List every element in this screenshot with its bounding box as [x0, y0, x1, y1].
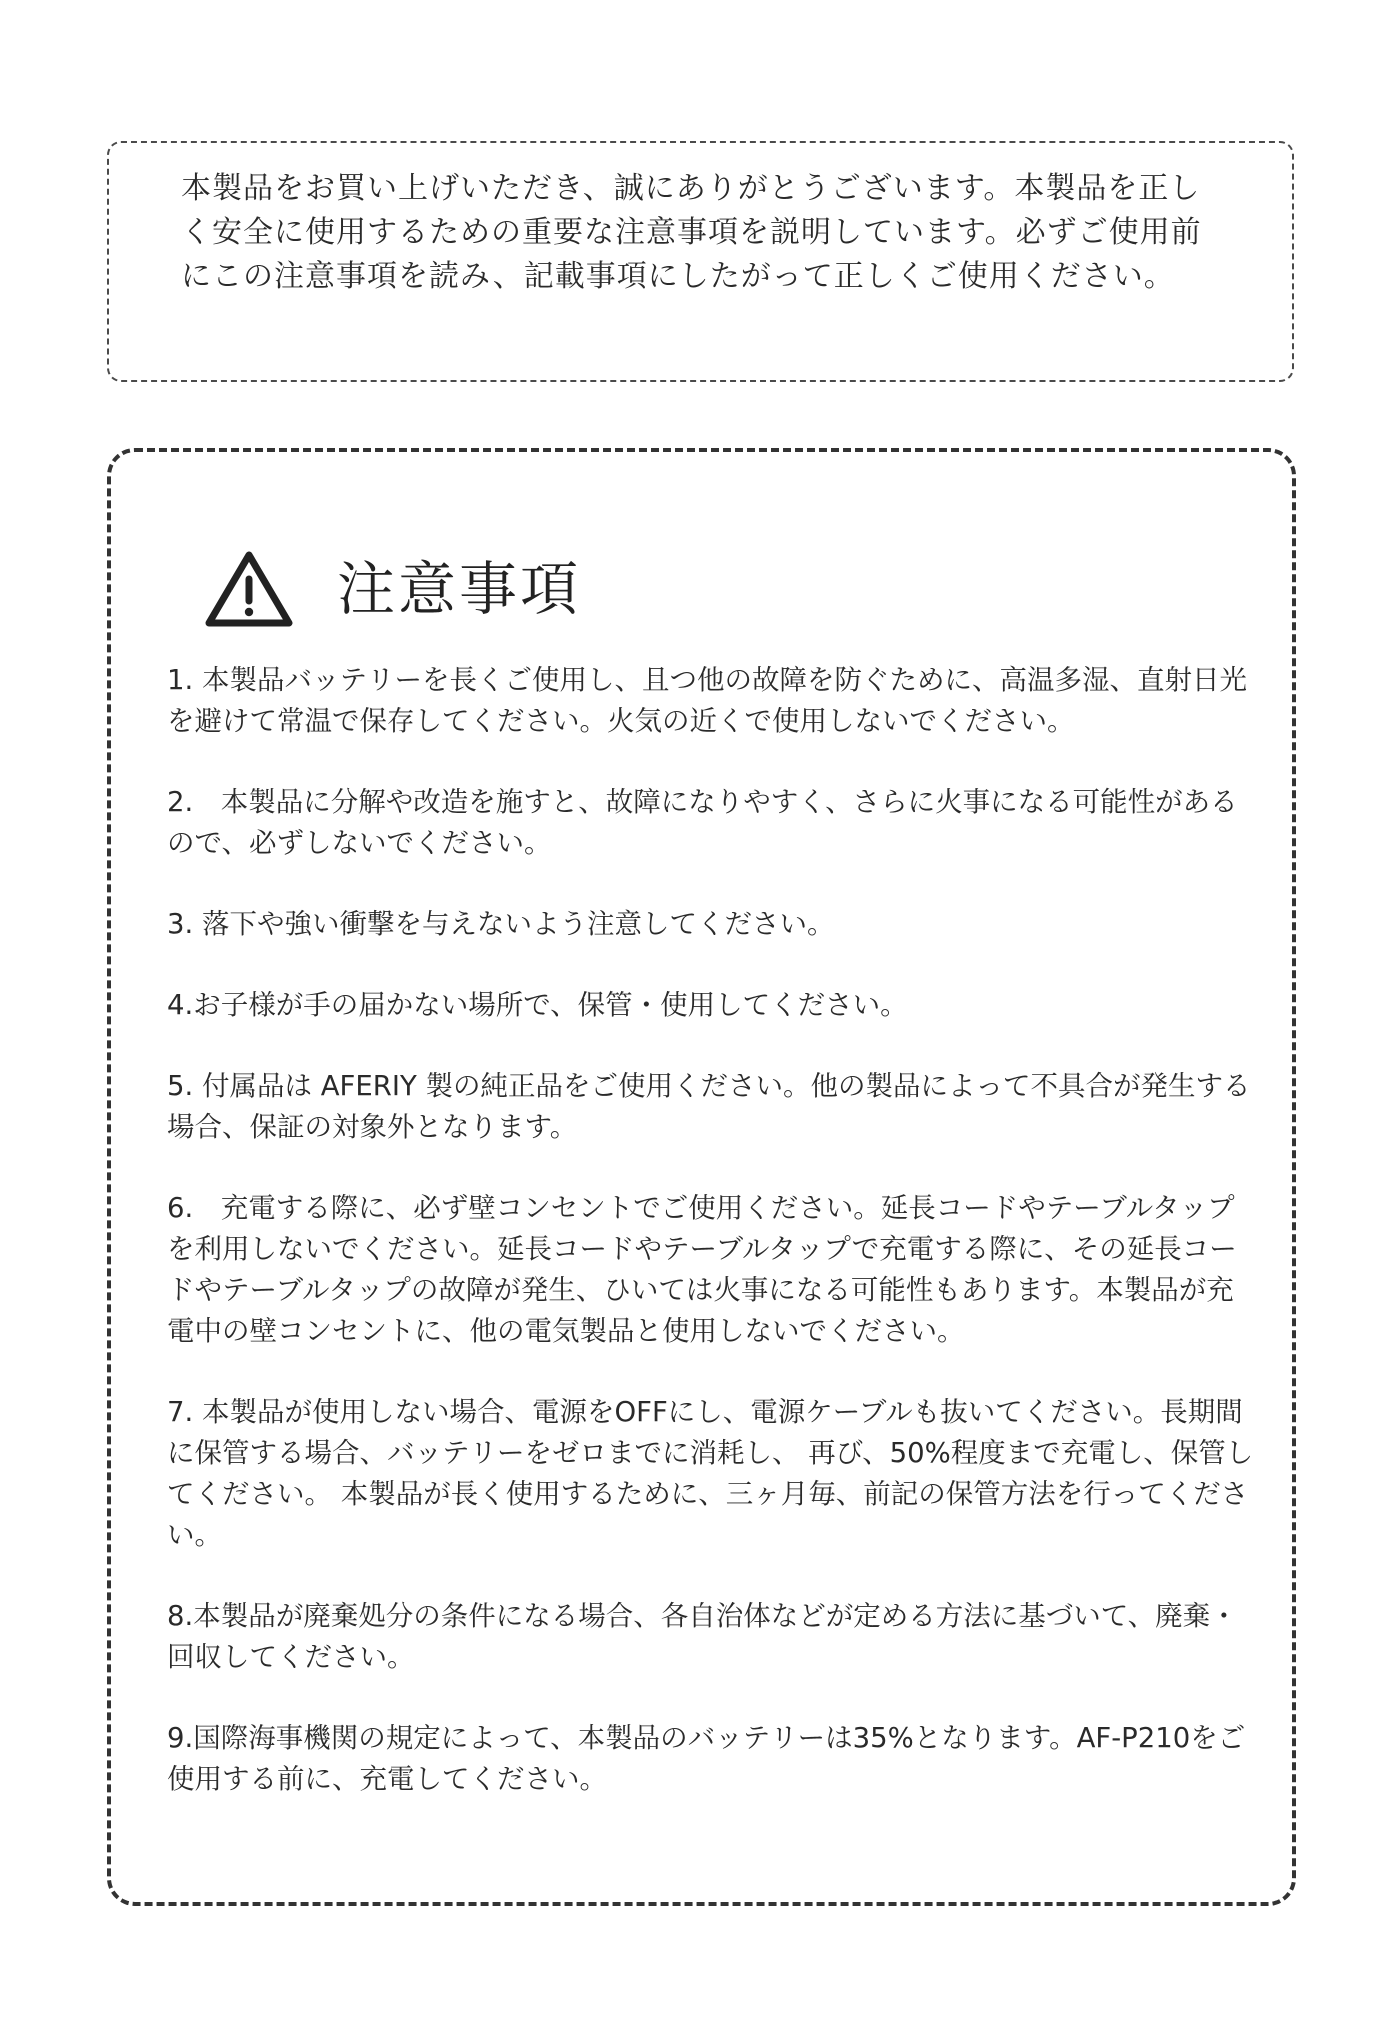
- notice-item-7: 7. 本製品が使用しない場合、電源をOFFにし、電源ケーブルも抜いてください。長期間に保管する場合、バッテリーをゼロまでに消耗し、 再び、50%程度まで充電し、保管してください。 本製品が長く使用するために、三ヶ月毎、前記の保管方法を行ってください。: [167, 1396, 1254, 1551]
- warning-triangle-icon: [203, 549, 295, 629]
- notice-item-4: 4.お子様が手の届かない場所で、保管・使用してください。: [167, 989, 908, 1021]
- notice-item-6: 6. 充電する際に、必ず壁コンセントでご使用ください。延長コードやテーブルタップを利用しないでください。延長コードやテーブルタップで充電する際に、その延長コードやテーブルタップの故障が発生、ひいては火事になる可能性もあります。本製品が充電中の壁コンセントに、他の電気製品と使用しないでください。: [167, 1192, 1237, 1347]
- notice-item-1: 1. 本製品バッテリーを長くご使用し、且つ他の故障を防ぐために、高温多湿、直射日光を避けて常温で保存してください。火気の近くで使用しないでください。: [167, 664, 1247, 737]
- intro-text: 本製品をお買い上げいただき、誠にありがとうございます。本製品を正しく安全に使用するための重要な注意事項を説明しています。必ずご使用前にこの注意事項を読み、記載事項にしたがって正しくご使用ください。: [181, 171, 1202, 294]
- notice-item-8: 8.本製品が廃棄処分の条件になる場合、各自治体などが定める方法に基づいて、廃棄・回収してください。: [167, 1600, 1238, 1673]
- notice-item-3: 3. 落下や強い衝撃を与えないよう注意してください。: [167, 908, 835, 940]
- notice-item-9: 9.国際海事機関の規定によって、本製品のバッテリーは35%となります。AF-P210をご使用する前に、充電してください。: [167, 1722, 1246, 1795]
- notice-list: [167, 660, 1257, 1840]
- caution-box: [107, 448, 1296, 1906]
- notice-item-5: 5. 付属品は AFERIY 製の純正品をご使用ください。他の製品によって不具合が発生する場合、保証の対象外となります。: [167, 1070, 1251, 1143]
- notice-item-2: 2. 本製品に分解や改造を施すと、故障になりやすく、さらに火事になる可能性があるので、必ずしないでください。: [167, 786, 1238, 859]
- intro-box: [107, 141, 1294, 382]
- caution-heading: [203, 544, 581, 634]
- caution-title: 注意事項: [337, 555, 582, 623]
